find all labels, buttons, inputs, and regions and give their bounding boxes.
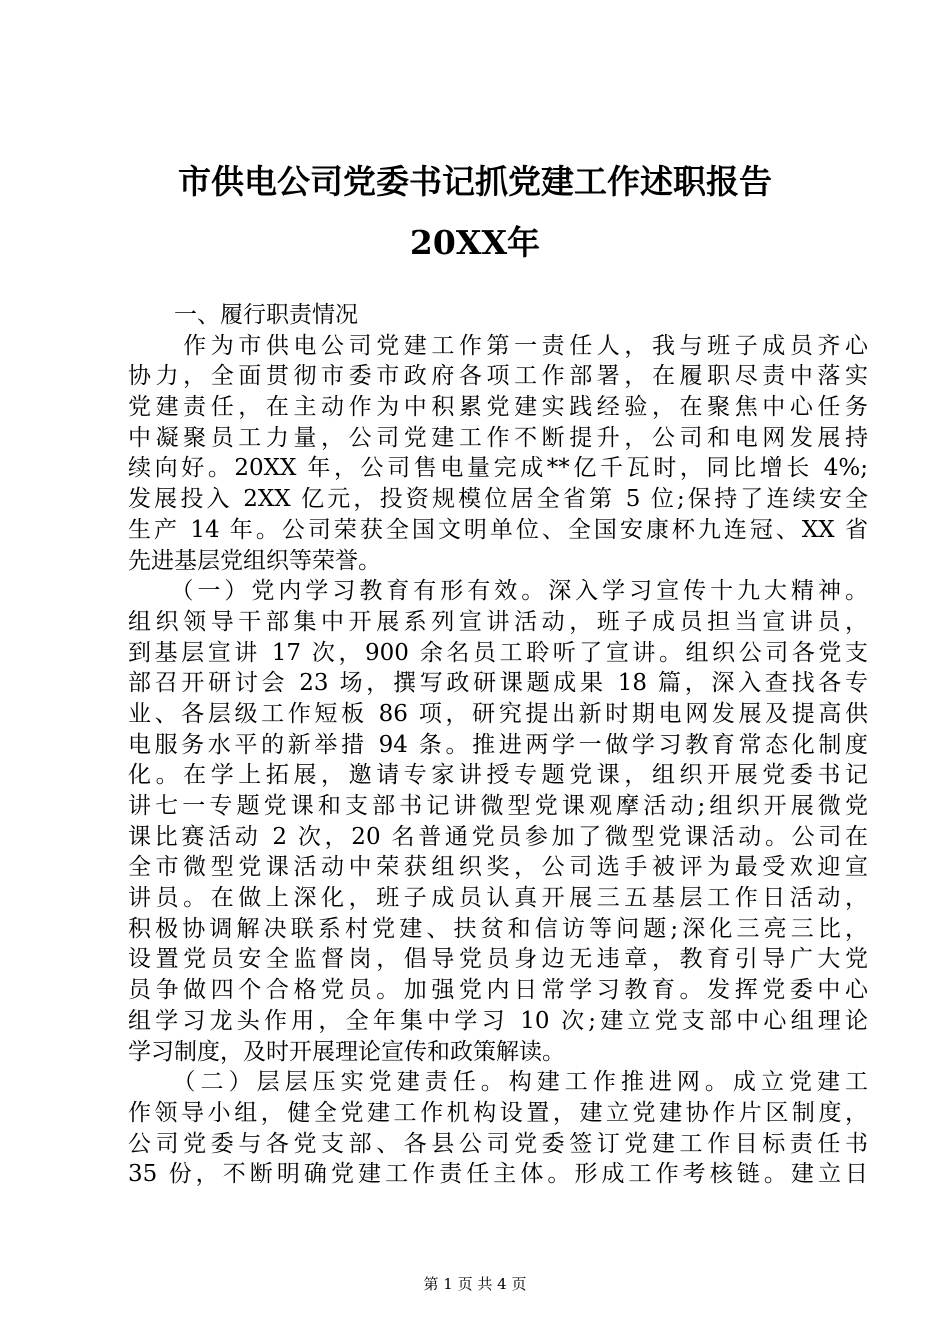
body-line: 化。在学上拓展，邀请专家讲授专题党课，组织开展党委书记 — [128, 762, 868, 789]
body-line: 设置党员安全监督岗，倡导党员身边无违章，教育引导广大党 — [128, 946, 868, 973]
document-title-line2: 20XX年 — [409, 223, 541, 262]
body-line: 中凝聚员工力量，公司党建工作不断提升，公司和电网发展持 — [128, 424, 868, 451]
document-title-line1: 市供电公司党委书记抓党建工作述职报告 — [178, 162, 772, 201]
body-line: 续向好。20XX 年，公司售电量完成**亿千瓦时，同比增长 4%; — [128, 455, 868, 482]
body-line: 讲七一专题党课和支部书记讲微型党课观摩活动;组织开展微党 — [128, 793, 868, 819]
body-line: 作为市供电公司党建工作第一责任人，我与班子成员齐心 — [128, 332, 868, 359]
body-line: （二）层层压实党建责任。构建工作推进网。成立党建工 — [128, 1069, 868, 1096]
body-line: 部召开研讨会 23 场，撰写政研课题成果 18 篇，深入查找各专 — [128, 670, 868, 697]
body-line: 党建责任，在主动作为中积累党建实践经验，在聚焦中心任务 — [128, 394, 868, 421]
body-line: 35 份，不断明确党建工作责任主体。形成工作考核链。建立日 — [128, 1161, 868, 1188]
body-line: 先进基层党组织等荣誉。 — [128, 547, 381, 574]
body-line: 组学习龙头作用，全年集中学习 10 次;建立党支部中心组理论 — [128, 1007, 868, 1034]
document-body — [128, 300, 868, 1190]
page-footer: 第 1 页 共 4 页 — [423, 1275, 527, 1293]
body-line: 电服务水平的新举措 94 条。推进两学一做学习教育常态化制度 — [128, 731, 868, 758]
body-line: 生产 14 年。公司荣获全国文明单位、全国安康杯九连冠、XX 省 — [128, 516, 868, 543]
body-line: 讲员。在做上深化，班子成员认真开展三五基层工作日活动， — [128, 885, 868, 912]
body-line: 公司党委与各党支部、各县公司党委签订党建工作目标责任书 — [128, 1130, 868, 1157]
body-line: 发展投入 2XX 亿元，投资规模位居全省第 5 位;保持了连续安全 — [128, 486, 868, 513]
body-line: 课比赛活动 2 次，20 名普通党员参加了微型党课活动。公司在 — [128, 823, 868, 850]
body-line: 全市微型党课活动中荣获组织奖，公司选手被评为最受欢迎宣 — [128, 854, 868, 881]
body-line: 一、履行职责情况 — [128, 302, 358, 328]
body-line: 作领导小组，健全党建工作机构设置，建立党建协作片区制度， — [128, 1099, 868, 1126]
body-line: 业、各层级工作短板 86 项，研究提出新时期电网发展及提高供 — [128, 700, 868, 727]
body-line: 员争做四个合格党员。加强党内日常学习教育。发挥党委中心 — [128, 977, 868, 1004]
body-line: 组织领导干部集中开展系列宣讲活动，班子成员担当宣讲员， — [128, 608, 868, 635]
body-line: 协力，全面贯彻市委市政府各项工作部署，在履职尽责中落实 — [128, 363, 868, 390]
body-line: 学习制度，及时开展理论宣传和政策解读。 — [128, 1038, 565, 1065]
body-line: 到基层宣讲 17 次，900 余名员工聆听了宣讲。组织公司各党支 — [128, 639, 868, 666]
body-line: 积极协调解决联系村党建、扶贫和信访等问题;深化三亮三比， — [128, 915, 868, 942]
body-line: （一）党内学习教育有形有效。深入学习宣传十九大精神。 — [128, 578, 868, 605]
